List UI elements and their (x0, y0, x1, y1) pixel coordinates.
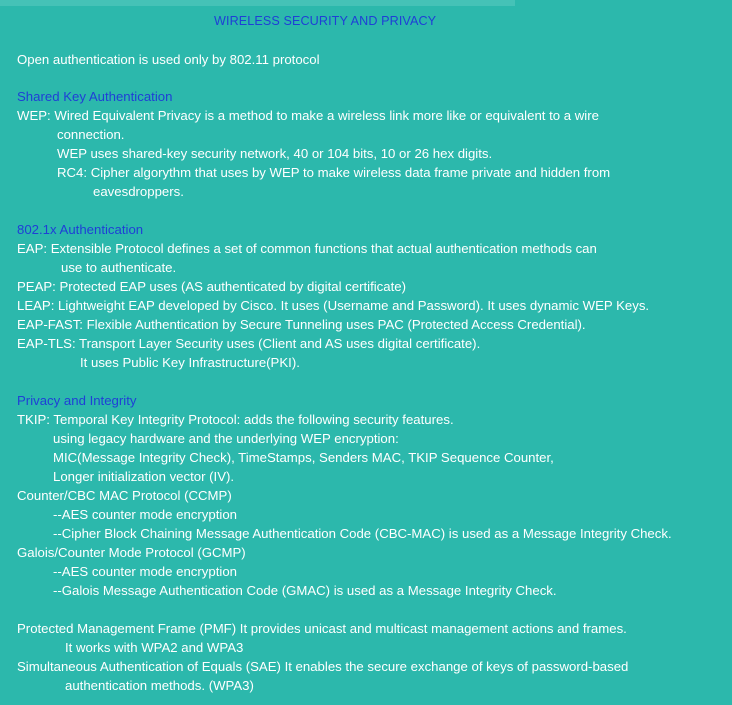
text-line: It works with WPA2 and WPA3 (65, 640, 244, 655)
text-line: --AES counter mode encryption (53, 564, 237, 579)
text-line: Simultaneous Authentication of Equals (SAE) It enables the secure exchange of keys of password-based (17, 659, 629, 674)
text-line: --Cipher Block Chaining Message Authentication Code (CBC-MAC) is used as a Message Integrity Check. (53, 526, 672, 541)
text-line: RC4: Cipher algorythm that uses by WEP to make wireless data frame private and hidden from (57, 165, 611, 180)
text-line: Counter/CBC MAC Protocol (CCMP) (17, 488, 232, 503)
text-line: --Galois Message Authentication Code (GMAC) is used as a Message Integrity Check. (53, 583, 557, 598)
text-line: using legacy hardware and the underlying WEP encryption: (53, 431, 399, 446)
text-line: EAP-FAST: Flexible Authentication by Secure Tunneling uses PAC (Protected Access Credential). (17, 317, 586, 332)
text-line: --AES counter mode encryption (53, 507, 237, 522)
text-line: EAP-TLS: Transport Layer Security uses (Client and AS uses digital certificate). (17, 336, 481, 351)
text-line: eavesdroppers. (93, 184, 184, 199)
section-heading-privacy: Privacy and Integrity (17, 393, 137, 408)
top-band (0, 0, 515, 6)
text-line: Longer initialization vector (IV). (53, 469, 235, 484)
text-line: LEAP: Lightweight EAP developed by Cisco. It uses (Username and Password). It uses dynamic WEP Keys. (17, 298, 650, 313)
text-line: It uses Public Key Infrastructure(PKI). (80, 355, 300, 370)
section-heading-shared-key: Shared Key Authentication (17, 89, 173, 104)
text-line: Galois/Counter Mode Protocol (GCMP) (17, 545, 246, 560)
text-line: WEP: Wired Equivalent Privacy is a method to make a wireless link more like or equivalent to a wire (17, 108, 599, 123)
section-heading-8021x: 802.1x Authentication (17, 222, 144, 237)
document-title: WIRELESS SECURITY AND PRIVACY (214, 14, 437, 28)
text-line: use to authenticate. (61, 260, 177, 275)
text-line: TKIP: Temporal Key Integrity Protocol: adds the following security features. (17, 412, 454, 427)
text-line: connection. (57, 127, 125, 142)
text-line: Protected Management Frame (PMF) It provides unicast and multicast management actions and frames. (17, 621, 627, 636)
text-line: WEP uses shared-key security network, 40 or 104 bits, 10 or 26 hex digits. (57, 146, 493, 161)
text-line: EAP: Extensible Protocol defines a set of common functions that actual authentication methods can (17, 241, 597, 256)
text-line: MIC(Message Integrity Check), TimeStamps, Senders MAC, TKIP Sequence Counter, (53, 450, 554, 465)
intro-line: Open authentication is used only by 802.11 protocol (17, 52, 320, 67)
text-line: PEAP: Protected EAP uses (AS authenticated by digital certificate) (17, 279, 406, 294)
text-line: authentication methods. (WPA3) (65, 678, 254, 693)
